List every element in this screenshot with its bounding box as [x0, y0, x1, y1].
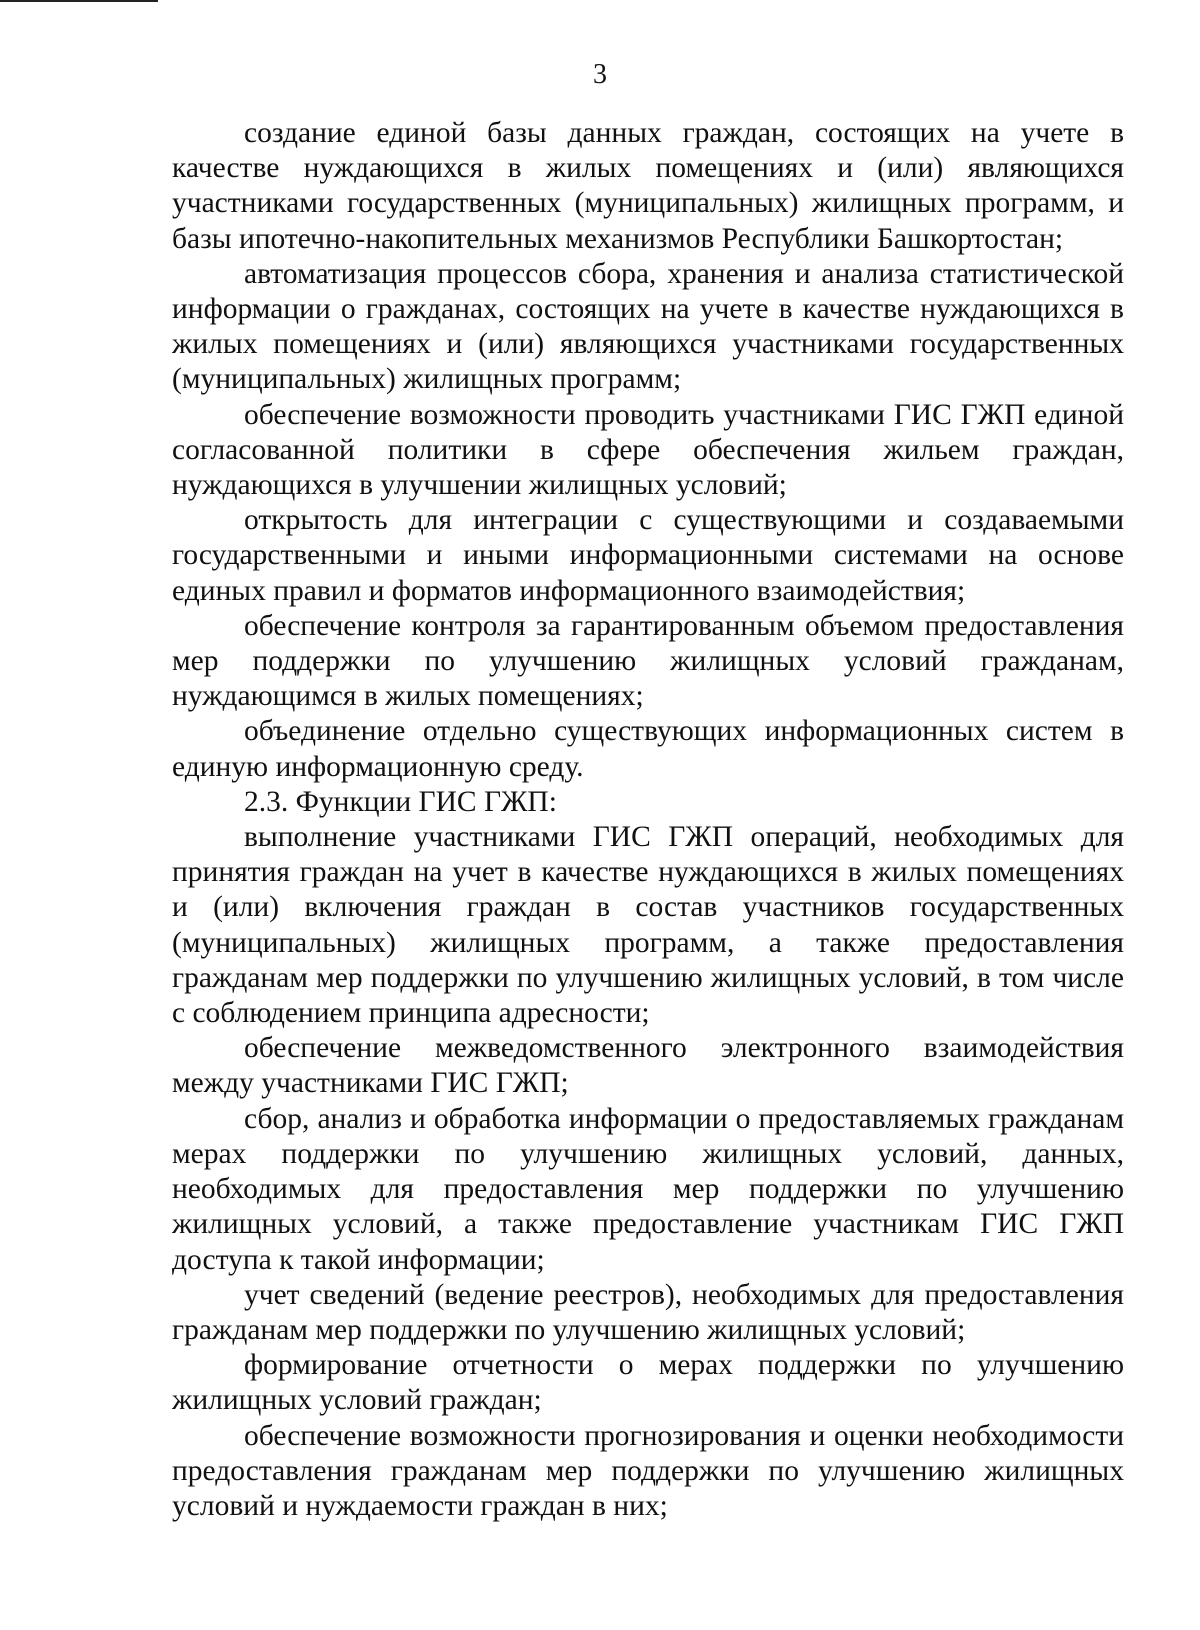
section-heading-2-3: 2.3. Функции ГИС ГЖП:	[244, 785, 557, 818]
paragraph-13: обеспечение возможности прогнозирования и оценки необходимости предоставления гражданам мер поддержки по улучшению жилищных условий и нуждаемости граждан в них;	[172, 1419, 1124, 1522]
paragraph-9: обеспечение межведомственного электронного взаимодействия между участниками ГИС ГЖП;	[172, 1032, 1124, 1100]
paragraph-5: обеспечение контроля за гарантированным объемом предоставления мер поддержки по улучшению жилищных условий гражданам, нуждающимся в жилых помещениях;	[172, 609, 1124, 713]
scan-edge-line	[0, 0, 158, 2]
paragraph-3: обеспечение возможности проводить участниками ГИС ГЖП единой согласованной политики в сфере обеспечения жильем граждан, нуждающихся в улучшении жилищных условий;	[172, 398, 1124, 502]
paragraph-11: учет сведений (ведение реестров), необходимых для предоставления гражданам мер поддержки по улучшению жилищных условий;	[172, 1278, 1124, 1346]
document-body	[172, 116, 1124, 1524]
paragraph-6: объединение отдельно существующих информационных систем в единую информационную среду.	[172, 715, 1124, 783]
paragraph-12: формирование отчетности о мерах поддержки по улучшению жилищных условий граждан;	[172, 1349, 1124, 1417]
paragraph-2: автоматизация процессов сбора, хранения и анализа статистической информации о гражданах, состоящих на учете в качестве нуждающихся в жилых помещениях и (или) являющихся участниками государственных (муниципальных) жилищных программ;	[172, 257, 1124, 396]
paragraph-10: сбор, анализ и обработка информации о предоставляемых гражданам мерах поддержки по улучшению жилищных условий, данных, необходимых для предоставления мер поддержки по улучшению жилищных условий, а также предоставление участникам ГИС ГЖП доступа к такой информации;	[172, 1102, 1124, 1276]
paragraph-1: создание единой базы данных граждан, состоящих на учете в качестве нуждающихся в жилых помещениях и (или) являющихся участниками государственных (муниципальных) жилищных программ, и базы ипотечно-накопительных механизмов Республики Башкортостан;	[172, 117, 1124, 255]
paragraph-4: открытость для интеграции с существующими и создаваемыми государственными и иными информационными системами на основе единых правил и форматов информационного взаимодействия;	[172, 504, 1124, 607]
paragraph-8: выполнение участниками ГИС ГЖП операций, необходимых для принятия граждан на учет в качестве нуждающихся в жилых помещениях и (или) включения граждан в состав участников государственных (муниципальных) жилищных программ, а также предоставления гражданам мер поддержки по улучшению жилищных условий, в том числе с соблюдением принципа адресности;	[172, 821, 1124, 1030]
page-number: 3	[593, 59, 607, 90]
